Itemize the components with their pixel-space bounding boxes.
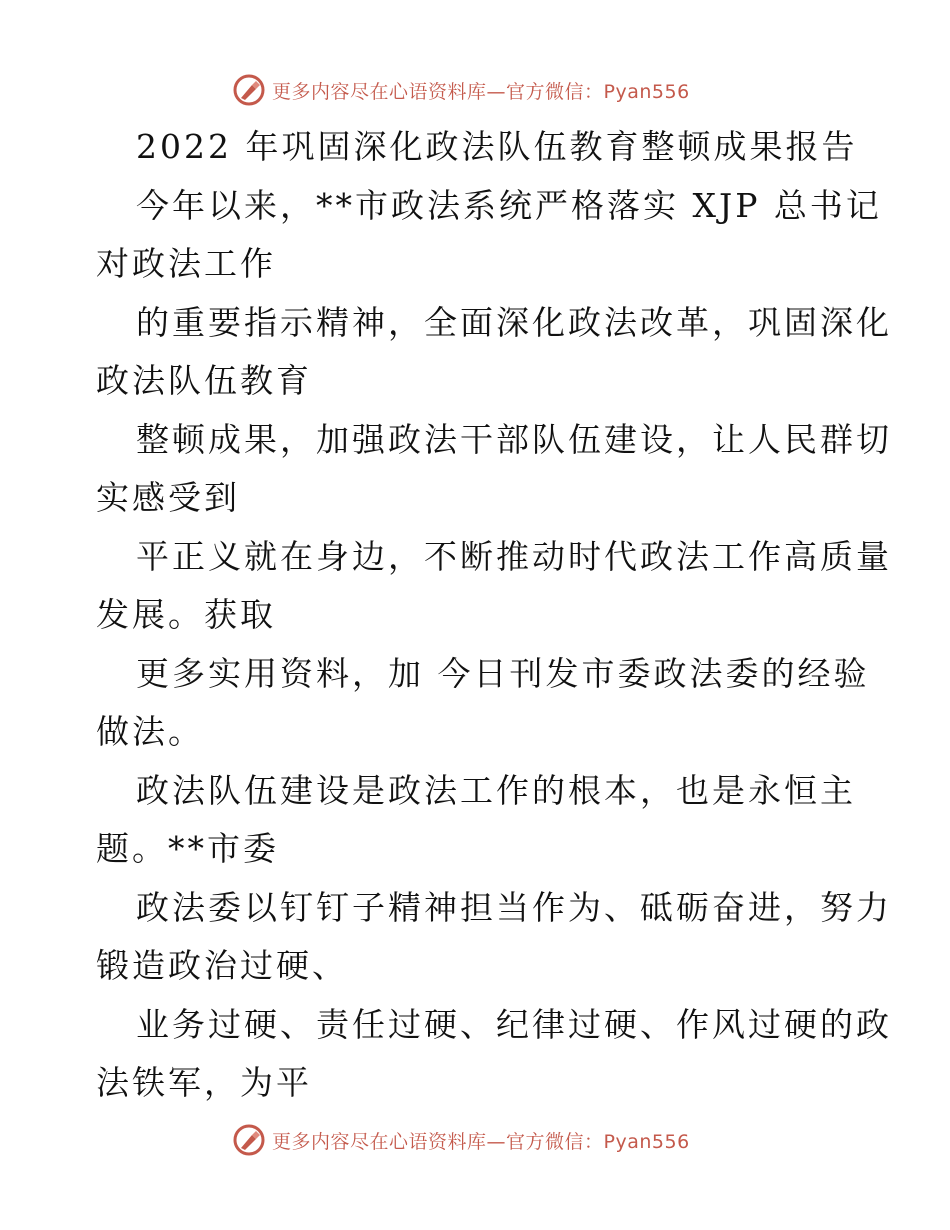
watermark-text: 更多内容尽在心语资料库—官方微信：Pyan556	[272, 80, 690, 103]
body-line: 做法。	[96, 712, 204, 751]
body-line: 对政法工作	[96, 244, 276, 283]
body-line: 发展。获取	[96, 595, 276, 634]
document-body	[96, 118, 892, 1113]
body-line: 政法队伍建设是政法工作的根本，也是永恒主	[136, 770, 856, 810]
body-line: 锻造政治过硬、	[96, 946, 348, 985]
body-line: 实感受到	[96, 478, 240, 517]
pen-nib-icon	[232, 1123, 266, 1157]
body-line: 业务过硬、责任过硬、纪律过硬、作风过硬的政	[136, 1004, 892, 1044]
body-line: 更多实用资料，加 今日刊发市委政法委的经验	[136, 653, 870, 693]
body-line: 法铁军，为平	[96, 1063, 312, 1102]
body-line: 整顿成果，加强政法干部队伍建设，让人民群切	[136, 419, 892, 459]
header-watermark	[232, 72, 690, 108]
body-line: 今年以来，**市政法系统严格落实 XJP 总书记	[136, 185, 882, 225]
body-line: 的重要指示精神，全面深化政法改革，巩固深化	[136, 302, 892, 342]
body-line: 政法委以钉钉子精神担当作为、砥砺奋进，努力	[136, 887, 892, 927]
pen-nib-icon	[232, 73, 266, 107]
body-line: 题。**市委	[96, 829, 279, 868]
body-line: 政法队伍教育	[96, 361, 312, 400]
watermark-text: 更多内容尽在心语资料库—官方微信：Pyan556	[272, 1130, 690, 1153]
body-line: 平正义就在身边，不断推动时代政法工作高质量	[136, 536, 892, 576]
document-title: 2022 年巩固深化政法队伍教育整顿成果报告	[136, 127, 858, 166]
footer-watermark	[232, 1122, 690, 1158]
